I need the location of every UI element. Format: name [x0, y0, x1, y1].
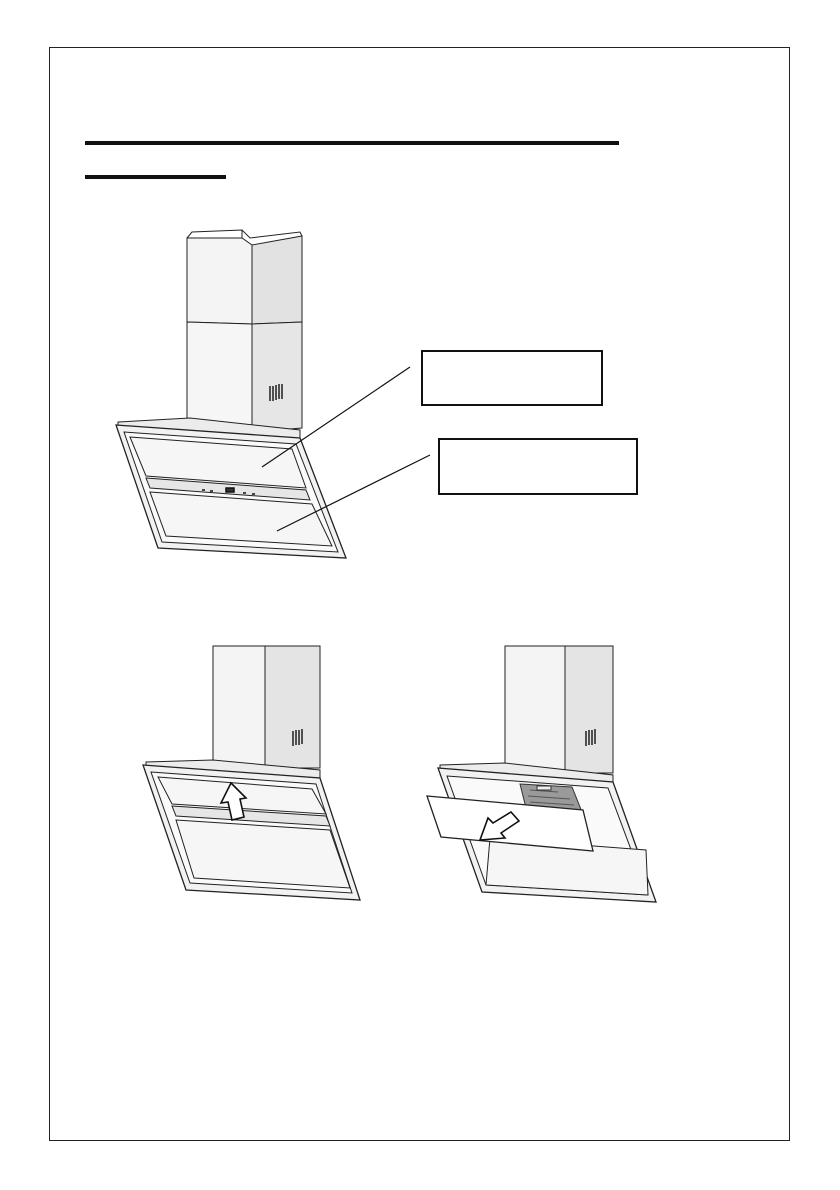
hood-figure-main [116, 230, 430, 558]
hood-figure-step-1 [143, 646, 360, 900]
callout-label-lower-panel [438, 438, 638, 495]
hood-figure-step-2 [427, 646, 656, 902]
callout-label-upper-panel [421, 350, 603, 406]
